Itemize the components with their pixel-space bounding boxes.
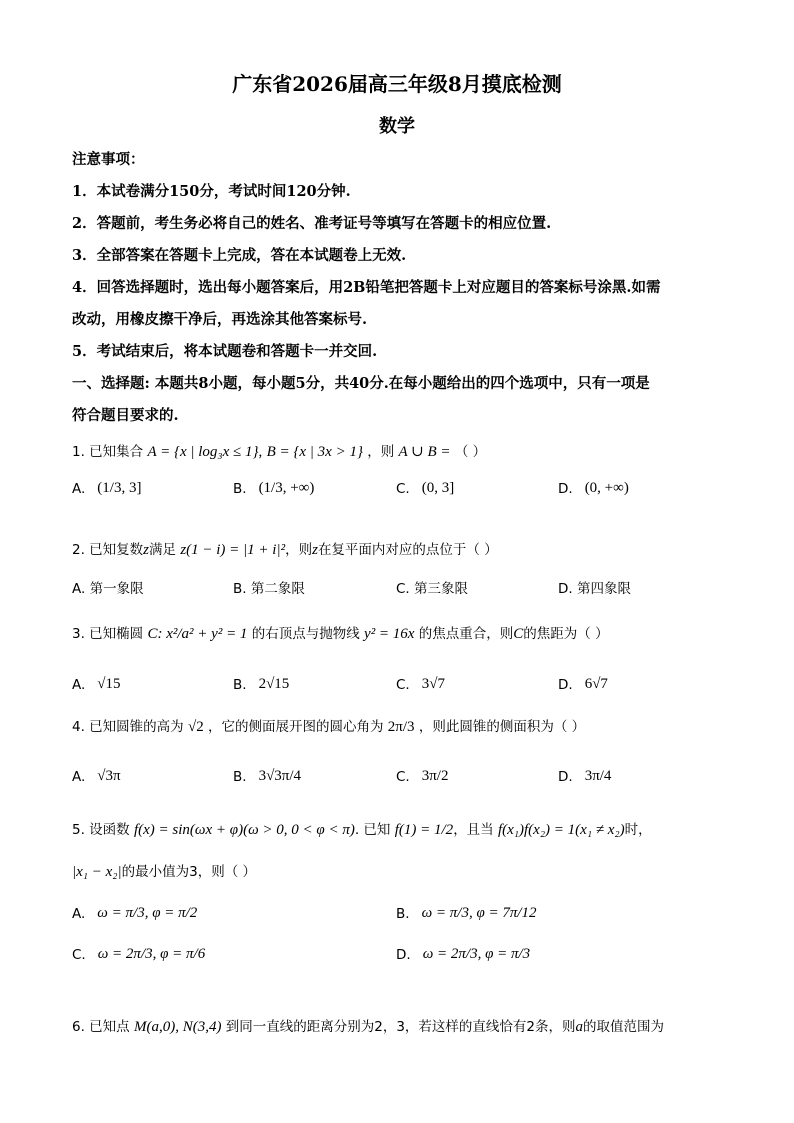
notice-item-1: 1．本试卷满分150分，考试时间120分钟. xyxy=(72,183,351,200)
section-heading-line2: 符合题目要求的. xyxy=(72,407,179,424)
q1-option-c-value: (0, 3] xyxy=(421,480,455,496)
q5-condition-1: f(1) = 1/2 xyxy=(394,822,454,838)
notice-item-4-cont: 改动，用橡皮擦干净后，再选涂其他答案标号. xyxy=(72,311,368,328)
q3-option-d[interactable]: D. 6√7 xyxy=(558,676,608,693)
q5-distance: |x₁ − x₂| xyxy=(72,864,122,880)
question-4: 4. 已知圆锥的高为 √2 ，它的侧面展开图的圆心角为 2π/3 ，则此圆锥的侧面积为（ ） xyxy=(72,719,586,735)
q5-option-b[interactable]: B. ω = π/3, φ = 7π/12 xyxy=(396,905,537,922)
q6-points: M(a,0), N(3,4) xyxy=(133,1019,222,1035)
q4-option-b[interactable]: B. 3√3π/4 xyxy=(233,768,302,785)
exam-subject: 数学 xyxy=(379,116,415,137)
q4-option-c[interactable]: C. 3π/2 xyxy=(396,768,449,785)
q3-parabola: y² = 16x xyxy=(364,626,415,642)
notice-heading: 注意事项： xyxy=(72,151,145,168)
q5-function: f(x) = sin(ωx + φ)(ω > 0, 0 < φ < π) xyxy=(133,822,355,838)
question-6: 6. 已知点 M(a,0), N(3,4) 到同一直线的距离分别为2，3，若这样的直线恰有2条，则a的取值范围为 xyxy=(72,1019,665,1035)
question-2: 2. 已知复数z满足 z(1 − i) = |1 + i|²，则z在复平面内对应的点位于（ ） xyxy=(72,542,498,558)
q1-tail: （ ） xyxy=(454,444,487,460)
q3-option-d-value: 6√7 xyxy=(584,676,608,692)
q4-option-d[interactable]: D. 3π/4 xyxy=(558,768,612,785)
question-3: 3. 已知椭圆 C: x²/a² + y² = 1 的右顶点与抛物线 y² = 16x 的焦点重合，则C的焦距为（ ） xyxy=(72,626,609,642)
q5-option-a[interactable]: A. ω = π/3, φ = π/2 xyxy=(72,905,198,922)
q2-option-d[interactable]: D. 第四象限 xyxy=(558,581,631,597)
q1-set-a: A = {x | log₃x ≤ 1} xyxy=(147,444,259,460)
q5-option-c[interactable]: C. ω = 2π/3, φ = π/6 xyxy=(72,946,206,963)
q1-union: A ∪ B = xyxy=(398,444,451,460)
q3-option-b-value: 2√15 xyxy=(258,676,290,692)
q1-option-b-value: (1/3, +∞) xyxy=(258,480,315,496)
q4-option-b-value: 3√3π/4 xyxy=(258,768,302,784)
q3-ellipse: C: x²/a² + y² = 1 xyxy=(147,626,248,642)
exam-title: 广东省2026届高三年级8月摸底检测 xyxy=(232,72,562,96)
q1-option-c[interactable]: C. (0, 3] xyxy=(396,480,455,497)
question-1: 1. 已知集合 A = {x | log₃x ≤ 1}, B = {x | 3x > 1} ，则 A ∪ B = （ ） xyxy=(72,444,487,460)
q3-option-c-value: 3√7 xyxy=(421,676,445,692)
q4-option-a-value: √3π xyxy=(97,768,121,784)
q2-expression: z(1 − i) = |1 + i|² xyxy=(180,542,286,558)
question-5: 5. 设函数 f(x) = sin(ωx + φ)(ω > 0, 0 < φ < π). 已知 f(1) = 1/2，且当 f(x₁)f(x₂) = 1(x₁ ≠ x₂)时， xyxy=(72,822,652,838)
q1-suffix: ，则 xyxy=(367,444,395,460)
q5-option-d-value: ω = 2π/3, φ = π/3 xyxy=(422,946,531,962)
q4-option-d-value: 3π/4 xyxy=(584,768,612,784)
q3-option-a-value: √15 xyxy=(97,676,121,692)
notice-item-5: 5．考试结束后，将本试题卷和答题卡一并交回. xyxy=(72,343,378,360)
q3-option-a[interactable]: A. √15 xyxy=(72,676,121,693)
q5-option-a-value: ω = π/3, φ = π/2 xyxy=(97,905,198,921)
q1-prefix: 1. 已知集合 xyxy=(72,444,144,460)
q1-option-a[interactable]: A. (1/3, 3] xyxy=(72,480,142,497)
q5-option-b-value: ω = π/3, φ = 7π/12 xyxy=(421,905,537,921)
q1-option-d-value: (0, +∞) xyxy=(584,480,629,496)
q1-set-b: B = {x | 3x > 1} xyxy=(266,444,363,460)
q5-option-d[interactable]: D. ω = 2π/3, φ = π/3 xyxy=(396,946,531,963)
q5-option-c-value: ω = 2π/3, φ = π/6 xyxy=(97,946,206,962)
q2-option-c[interactable]: C. 第三象限 xyxy=(396,581,469,597)
notice-item-3: 3．全部答案在答题卡上完成，答在本试题卷上无效. xyxy=(72,247,407,264)
section-heading-line1: 一、选择题: 本题共8小题，每小题5分，共40分.在每小题给出的四个选项中，只有一项是 xyxy=(72,375,650,392)
q4-angle: 2π/3 xyxy=(387,719,415,735)
q3-option-c[interactable]: C. 3√7 xyxy=(396,676,445,693)
q2-option-b[interactable]: B. 第二象限 xyxy=(233,581,305,597)
notice-item-2: 2．答题前，考生务必将自己的姓名、准考证号等填写在答题卡的相应位置. xyxy=(72,215,552,232)
q4-option-c-value: 3π/2 xyxy=(421,768,449,784)
notice-item-4: 4．回答选择题时，选出每小题答案后，用2B铅笔把答题卡上对应题目的答案标号涂黑.如需 xyxy=(72,279,661,296)
q1-option-a-value: (1/3, 3] xyxy=(97,480,142,496)
q4-height: √2 xyxy=(187,719,204,735)
question-5-line2: |x₁ − x₂|的最小值为3，则（ ） xyxy=(72,864,257,880)
q5-condition-2: f(x₁)f(x₂) = 1(x₁ ≠ x₂) xyxy=(497,822,625,838)
q1-option-b[interactable]: B. (1/3, +∞) xyxy=(233,480,315,497)
q3-option-b[interactable]: B. 2√15 xyxy=(233,676,290,693)
q4-option-a[interactable]: A. √3π xyxy=(72,768,121,785)
q1-option-d[interactable]: D. (0, +∞) xyxy=(558,480,629,497)
q2-option-a[interactable]: A. 第一象限 xyxy=(72,581,144,597)
